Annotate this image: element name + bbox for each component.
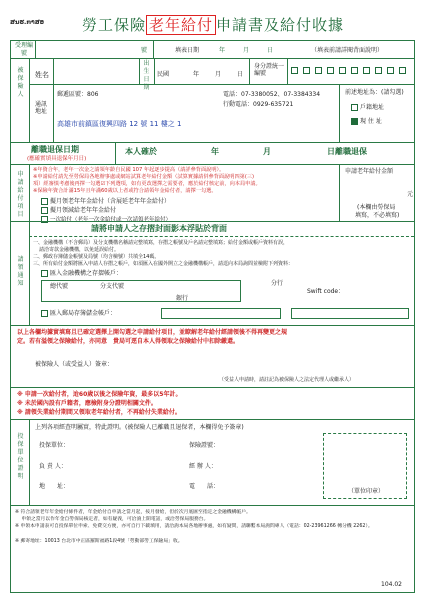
birth-year: 年 — [193, 71, 200, 78]
addr-type-title: 前述地址為：(請勾選) — [345, 89, 404, 96]
birth-roc: 民國 — [157, 71, 170, 78]
form-title — [82, 14, 344, 35]
mobile-label: 行動電話： — [223, 101, 254, 108]
household-checkbox[interactable] — [351, 104, 358, 111]
addr-opt-household-label: 戶籍地址 — [360, 104, 385, 111]
id-label: 身分證統一編號 — [254, 63, 285, 77]
birth-label: 出生日期 — [143, 60, 150, 91]
bank-opt-b-label: 匯入郵局存簿儲金帳戶： — [50, 310, 117, 317]
items-side-label: 申請給付項目 — [17, 171, 24, 218]
sign-label: 被保險人（或受益人）簽章： — [35, 361, 114, 368]
unit-addr-label: 地 址： — [39, 483, 70, 490]
declare-line0: 以上各欄均據實填寫且已確定選擇上開勾選之申請給付項目，並瞭解老年給付經請領後不得再變更之規 — [17, 329, 288, 336]
bank-code-table[interactable] — [41, 280, 241, 302]
form-version: 104.02 — [381, 581, 402, 588]
unit-seal-label: （單位印章） — [348, 488, 385, 495]
warning-0: ※ 申請一次給付者，迨60歲以後之保險年資，最多以5年計。 — [17, 391, 182, 398]
postal-account-box[interactable] — [161, 308, 281, 319]
postal-office-box[interactable] — [291, 308, 409, 319]
current-checkbox[interactable] — [351, 118, 358, 125]
retire-confirm: 本人確於 — [125, 147, 157, 156]
amount-note2: 填寫，不必填寫) — [355, 212, 400, 219]
retire-left-title: 離職退保日期 — [31, 145, 79, 154]
bank-opt-b-checkbox[interactable] — [41, 310, 48, 317]
bank-line2: 二、郵政存簿儲金帳號及局號（均含檢號）共填全14碼。 — [33, 254, 160, 260]
amount-note1: (本欄由勞保局 — [357, 204, 396, 211]
retire-year: 年 — [211, 147, 219, 156]
bank-opt-b[interactable] — [41, 310, 116, 317]
item-opt1[interactable] — [41, 198, 170, 205]
items-note-2: 項）經審慎考慮後再擇一勾選☑下列選項，如有更改選擇之需要者，應於給付核定前，向本局申請。 — [33, 181, 261, 187]
bank-head-code: 總代號 — [50, 283, 69, 290]
name-label: 姓名 — [35, 71, 49, 79]
branch-label: 分行 — [271, 280, 284, 287]
unit-person-label: 負 責 人： — [39, 463, 67, 470]
sign-note: （受益人申請時，請註記為被保險人之法定代理人或繼承人） — [219, 377, 355, 383]
opt2-checkbox[interactable] — [41, 207, 48, 214]
bank-head-branch: 分支代號 — [100, 283, 125, 290]
address-label: 通訊地址 — [35, 101, 48, 115]
bank-line1: 一、金融機構（不含郵局）及分支機構名稱請完整填寫，存摺之帳號及戶名請完整填寫；給付金額或帳戶資料有誤， — [33, 240, 289, 246]
bank-heading: 請將申請人之存摺封面影本浮貼於背面 — [91, 224, 227, 233]
fill-date-label: 填表日期 — [175, 47, 200, 54]
swift-label: Swift code： — [307, 288, 345, 295]
footer-line2: ※ 申領本申請表可自投保單位申索、免費交方便，亦可自行下載填用，請洽詢本局各地辦事處，如有疑問，請聯繫本局詢問專人（電話：02-23961266 轉分機 2262）。 — [15, 524, 373, 529]
warning-2: ※ 請領失業給付期間又領取老年給付者，不再給付失業給付。 — [17, 409, 181, 416]
applicant-side-label: 被保險人 — [17, 67, 24, 98]
fill-date-month: 月 — [243, 47, 250, 54]
fill-date-day: 日 — [267, 47, 274, 54]
unit-handler-label: 經 辦 人： — [189, 463, 217, 470]
bank-opt-a-checkbox[interactable] — [41, 270, 48, 277]
phone-line — [223, 91, 320, 98]
items-note-0: ※年資合年，老年一次金之請領年齡自民國 107 年起逐步提高（請詳參背面說明）。 — [33, 167, 225, 173]
opt1-label: 擬月領老年年金給付（含展延老年年金給付） — [50, 198, 171, 205]
addr-opt-household[interactable] — [351, 104, 384, 111]
title-suffix: 申請書及給付收據 — [216, 16, 345, 34]
declare-line1: 定。若有溢領之保險給付，亦同意 貴局可逕自本人得領取之保險給付中扣除繳還。 — [17, 338, 240, 345]
addr-opt-current-label: 現 住 址 — [360, 118, 382, 125]
item-opt3[interactable] — [41, 216, 171, 224]
form-code: ສນຮ.ກາສອ — [10, 19, 45, 26]
footer-line1: 申領之當月以作年金自勞保局核定者，如有疑義，可洽詢上開電話，或洽勞保局服務台。 — [15, 517, 209, 522]
bank-name-label: 銀行 — [176, 295, 189, 302]
birth-month: 月 — [215, 71, 222, 78]
phone-value[interactable]: 07-3380052、07-3384334 — [241, 91, 321, 98]
fill-note: （填表前請詳閱背面說明） — [311, 47, 384, 54]
footer-line3: ※ 郵寄地址：10013 台北市中正區羅斯福路1段4號「勞動部勞工保險局」收。 — [15, 539, 183, 544]
bank-line1b: 請洽寄款金融機構，以免延誤給付。 — [39, 247, 120, 253]
unit-seal-box[interactable] — [323, 433, 407, 499]
retire-suffix: 日離職退保 — [327, 147, 367, 156]
fill-date-year: 年 — [219, 47, 226, 54]
bank-opt-a-label: 匯入金融機構之存摺帳戶： — [50, 270, 123, 277]
amount-label: 申請老年給付金額 — [345, 168, 394, 175]
birth-day: 日 — [237, 71, 244, 78]
unit-code-label: 保險證號： — [189, 442, 220, 449]
opt1-checkbox[interactable] — [41, 198, 48, 205]
postal-label-text: 郵遞區號： — [57, 91, 88, 98]
phone-label: 電話： — [223, 91, 242, 98]
items-note-3: ※保險年資合計滿15年且年滿60歲以上者或符合請領年金給付者，請擇一勾選。 — [33, 188, 217, 194]
postal-label — [57, 91, 98, 98]
footer-line0: ※ 符合請領老年年金給付條件者，年金給付自申請之當月起，按月發給，但於次月底匯至指定之金融機構帳戶。 — [15, 510, 251, 515]
amount-yuan: 元 — [407, 191, 414, 198]
receive-hao: 號 — [141, 47, 148, 54]
bank-side-label: 請領通知 — [17, 256, 24, 287]
warning-1: ※ 未於國內設有戶籍者，應檢附身分證明相關文件。 — [17, 400, 157, 407]
title-prefix: 勞工保險 — [82, 16, 147, 34]
item-opt2[interactable] — [41, 207, 116, 214]
unit-phone-label: 電 話： — [189, 483, 220, 490]
mobile-line — [223, 101, 293, 108]
unit-intro: 上列各項經查明屬實，特此證明。(被保險人已離職且退保者，本欄得免予簽章) — [35, 424, 244, 431]
postal-value[interactable]: 806 — [87, 91, 99, 98]
title-highlight: 老年給付 — [146, 15, 216, 35]
bank-opt-a[interactable] — [41, 270, 122, 277]
application-form — [10, 40, 415, 593]
bank-line3: 三、所有給付金額將匯入申請人存摺之帳戶，如須匯入在國外開立之金融機構帳戶，請逕向本局詢問並檢附下列資料： — [33, 261, 294, 267]
receive-number-label: 受理編號 — [14, 42, 33, 57]
opt3-label: 一次給付（老年一次金給付或一次請領老年給付） — [50, 217, 172, 223]
unit-name-label: 投保單位： — [39, 442, 70, 449]
retire-month: 月 — [263, 147, 271, 156]
items-note-1: ※申請給付請先至勞保局各地辦事處或網站試算老年給付金額（試算實據請併參背面說明四第(三) — [33, 174, 255, 180]
address-value[interactable]: 高雄市前鎮區復興四路 12 號 11 樓之 1 — [57, 120, 182, 128]
mobile-value[interactable]: 0929-635721 — [253, 101, 294, 108]
opt2-label: 擬月領減給老年年金給付 — [50, 207, 117, 214]
addr-opt-current[interactable] — [351, 118, 382, 125]
retire-left-sub: (應確實填具退保年月日) — [27, 156, 87, 162]
unit-side-label: 投保單位證明 — [17, 433, 24, 480]
